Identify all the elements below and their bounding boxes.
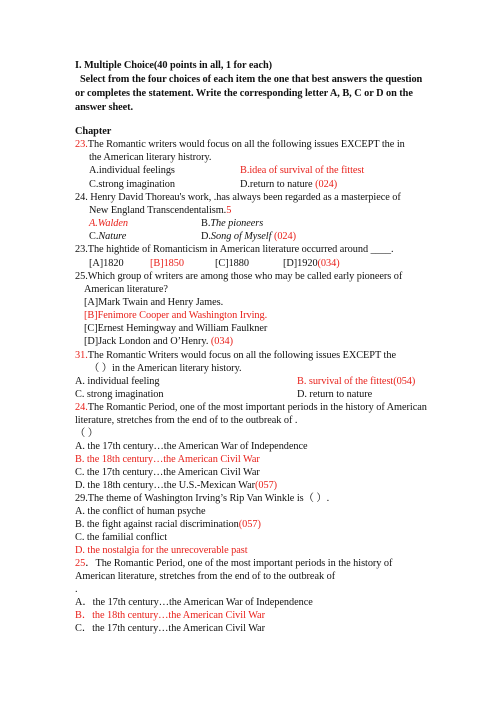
q8-number: 25 (75, 558, 86, 569)
q7-option-a: A. the conflict of human psyche (75, 506, 206, 517)
q7-option-b-text: B. the fight against racial discrimination (75, 519, 239, 530)
q6-option-c: C. the 17th century…the American Civil War (75, 467, 260, 478)
q7-option-b-tag: (057) (238, 519, 261, 530)
q1-option-d (240, 179, 337, 191)
section-heading: I. Multiple Choice(40 points in all, 1 for each) (75, 60, 273, 71)
q2-option-b (201, 218, 263, 230)
q4-option-b: [B]Fenimore Cooper and Washington Irving. (84, 310, 268, 321)
q3-option-d-tag: (034) (317, 258, 340, 269)
q3-option-d (283, 258, 340, 270)
q7-stem: 29.The theme of Washington Irving’s Rip Van Winkle is（ ）. (75, 493, 330, 504)
q6-stem-line-2: literature, stretches from the end of to the outbreak of . (75, 415, 298, 426)
q6-option-a: A. the 17th century…the American War of Independence (75, 441, 308, 452)
q8-stem-line-1 (75, 558, 392, 570)
q8-option-b: B．the 18th century…the American Civil War (75, 610, 265, 621)
q1-option-d-tag: (024) (315, 179, 338, 190)
q6-option-d-tag: (057) (255, 480, 278, 491)
q4-option-d-tag: (034) (210, 336, 233, 347)
q7-option-b (75, 519, 261, 531)
q6-option-d (75, 480, 277, 492)
q4-option-a: [A]Mark Twain and Henry James. (84, 297, 224, 308)
q8-stem-line-3: . (75, 584, 78, 595)
q6-option-b: B. the 18th century…the American Civil War (75, 454, 260, 465)
q1-number: 23. (75, 139, 88, 150)
q7-option-c: C. the familial conflict (75, 532, 168, 543)
q3-option-b: [B]1850 (150, 258, 184, 269)
q3-option-d-text: [D]1920 (283, 258, 318, 269)
q2-option-b-title: The pioneers (210, 218, 264, 229)
q6-stem-text: The Romantic Period, one of the most important periods in the history of American (87, 402, 427, 413)
q3-stem: 23.The hightide of Romanticism in American literature occurred around ____. (75, 244, 394, 255)
instructions-line-3: answer sheet. (75, 102, 134, 113)
q3-option-a: [A]1820 (89, 258, 124, 269)
q1-option-a: A.individual feelings (89, 165, 175, 176)
q5-option-b: B. survival of the fittest(054) (297, 376, 416, 387)
q4-stem-line-1: 25.Which group of writers are among those who may be called early pioneers of (75, 271, 403, 282)
q5-stem-line-2: （ ）in the American literary history. (89, 363, 242, 374)
q1-option-b: B.idea of survival of the fittest (240, 165, 365, 176)
q8-option-c: C．the 17th century…the American Civil War (75, 623, 265, 634)
chapter-label: Chapter (75, 126, 112, 137)
q5-option-a: A. individual feeling (75, 376, 160, 387)
q2-option-c (89, 231, 126, 243)
instructions-line-2: or completes the statement. Write the corresponding letter A, B, C or D on the (75, 88, 413, 99)
q2-stem-text: New England Transcendentalism. (89, 205, 227, 216)
q6-stem-line-3: （ ） (75, 428, 99, 439)
q5-option-d: D. return to nature (297, 389, 373, 400)
q6-number: 24. (75, 402, 88, 413)
q3-option-c: [C]1880 (215, 258, 249, 269)
q2-option-d (201, 231, 296, 243)
q4-option-d-text: [D]Jack London and O’Henry. (84, 336, 211, 347)
q2-option-b-prefix: B. (201, 218, 211, 229)
q2-stem-tag: 5 (226, 205, 232, 216)
q2-option-d-title: Song of Myself (210, 231, 272, 242)
q1-stem-line-1 (75, 139, 405, 151)
q4-option-d (84, 336, 233, 348)
q2-option-c-prefix: C. (89, 231, 99, 242)
q2-option-a: A.Walden (89, 218, 128, 229)
q8-option-a: A．the 17th century…the American War of Independence (75, 597, 313, 608)
q6-option-d-text: D. the 18th century…the U.S.-Mexican War (75, 480, 255, 491)
q5-number: 31. (75, 350, 88, 361)
q4-stem-line-2: American literature? (84, 284, 168, 295)
q5-option-c: C. strong imagination (75, 389, 164, 400)
q5-stem-line-1 (75, 350, 396, 362)
q7-option-d: D. the nostalgia for the unrecoverable past (75, 545, 248, 556)
q8-stem-line-2: American literature, stretches from the end of to the outbreak of (75, 571, 336, 582)
q6-stem-line-1 (75, 402, 427, 414)
q5-stem-text: The Romantic Writers would focus on all the following issues EXCEPT the (87, 350, 396, 361)
q4-option-c: [C]Ernest Hemingway and William Faulkner (84, 323, 268, 334)
q2-option-d-tag: (024) (271, 231, 296, 242)
q1-option-c: C.strong imagination (89, 179, 175, 190)
q2-stem-line-1: 24. Henry David Thoreau's work, .has always been regarded as a masterpiece of (75, 192, 401, 203)
q2-stem-line-2 (89, 205, 231, 217)
q2-option-d-prefix: D. (201, 231, 211, 242)
q2-option-c-title: Nature (98, 231, 127, 242)
q1-option-d-text: D.return to nature (240, 179, 316, 190)
q1-stem-text: The Romantic writers would focus on all the following issues EXCEPT the in (87, 139, 405, 150)
q8-stem-text: ．The Romantic Period, one of the most important periods in the history of (85, 558, 393, 569)
instructions-line-1: Select from the four choices of each item the one that best answers the question (80, 74, 423, 85)
q1-stem-line-2: the American literary histrory. (89, 152, 212, 163)
